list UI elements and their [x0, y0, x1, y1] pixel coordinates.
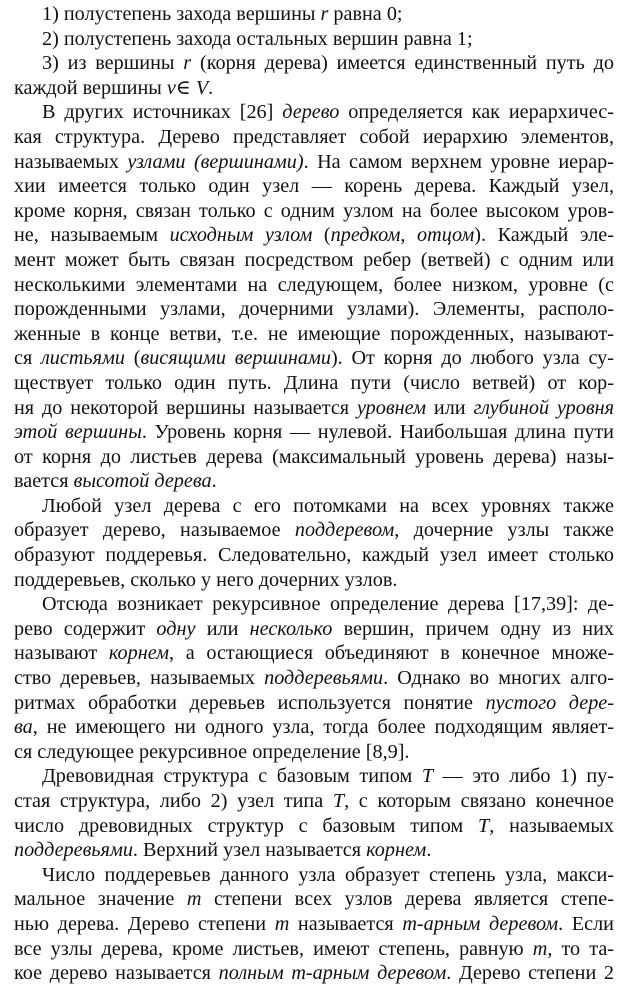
text-run: .: [211, 470, 217, 493]
text-run: Любой узел дерева с его потомками на всех уровнях также: [42, 494, 614, 517]
text-run: Древовидная структура с базовым типом: [42, 765, 422, 788]
text-run: поддеревьев, сколько у него дочерних узлов.: [14, 568, 398, 591]
text-line: [14, 297, 614, 322]
italic-term: корнем: [366, 839, 427, 862]
italic-term: узлами (вершинами): [127, 150, 304, 173]
italic-term: корнем: [108, 642, 170, 665]
italic-term: глубиной уровня: [473, 396, 614, 419]
text-line: [14, 248, 614, 273]
italic-term: T: [478, 814, 490, 837]
text-run: женные в конце ветви, т.е. не имеющие порожденных, называют-: [14, 322, 614, 345]
text-line: [14, 691, 614, 716]
text-run: равна 0;: [328, 3, 403, 25]
text-line: [14, 740, 614, 765]
text-run: . Дерево степени 2: [446, 962, 614, 985]
text-line: [14, 592, 614, 617]
text-run: Отсюда возникает рекурсивное определение дерева [17,39]: де-: [42, 593, 614, 616]
text-line: [14, 617, 614, 642]
text-run: 3) из вершины: [42, 52, 184, 75]
italic-term: этой вершины: [14, 421, 142, 444]
text-run: ществует только один путь. Длина пути (число ветвей) от кор-: [14, 371, 614, 394]
text-line: [14, 863, 614, 888]
text-run: кое дерево называется: [14, 962, 219, 985]
text-run: называемых: [14, 150, 128, 173]
text-run: ,: [400, 224, 418, 247]
italic-term: r: [183, 52, 192, 75]
text-line: [14, 789, 614, 814]
text-line: [14, 838, 614, 863]
text-run: . Если: [558, 912, 614, 935]
text-line: [14, 568, 614, 593]
italic-term: отцом: [417, 224, 475, 247]
text-run: образуют поддеревья. Следовательно, каждый узел имеет столько: [14, 544, 614, 567]
text-line: [14, 494, 614, 519]
text-run: ритмах обработки деревьев используется понятие: [14, 691, 486, 714]
text-run: . Однако во многих алго-: [383, 667, 614, 690]
text-run: . Верхний узел называется: [132, 839, 367, 862]
text-line: [14, 887, 614, 912]
text-line: [14, 715, 614, 740]
text-run: все узлы дерева, кроме листьев, имеют степень, равную: [14, 937, 533, 960]
text-run: , а остающиеся объединяют в конечное множе-: [169, 642, 614, 665]
text-line: [14, 543, 614, 568]
text-run: число древовидных структур с базовым типом: [14, 814, 478, 837]
text-run: , дочерние узлы также: [394, 519, 614, 542]
text-run: от корня до листьев дерева (максимальный уровень дерева) назы-: [14, 445, 614, 468]
text-run: , не имеющего ни одного узла, тогда более подходящим являет-: [32, 716, 614, 739]
text-run: ∈: [175, 76, 196, 99]
italic-term: высотой дерева: [73, 470, 212, 493]
text-run: ся следующее рекурсивное определение [8,9].: [14, 740, 410, 763]
italic-term: поддеревьями: [264, 667, 384, 690]
text-run: кроме корня, связан только с одним узлом на более высоком уров-: [14, 199, 614, 222]
italic-term: висящими вершинами: [140, 347, 331, 370]
text-run: образует дерево, называемое: [14, 519, 295, 542]
text-run: называется: [289, 912, 403, 935]
text-run: ство деревьев, называемых: [14, 667, 265, 690]
text-line: [14, 961, 614, 986]
text-run: .: [208, 76, 214, 99]
italic-term: поддеревом: [294, 519, 395, 542]
italic-term: пустого дере-: [485, 691, 614, 714]
text-line: [14, 937, 614, 962]
text-run: или: [195, 617, 250, 640]
italic-term: листьями: [41, 347, 125, 370]
text-line: [14, 2, 614, 27]
text-run: нью дерева. Дерево степени: [14, 912, 275, 935]
text-run: 2) полустепень захода остальных вершин равна 1;: [42, 27, 473, 50]
text-run: ). Каждый эле-: [474, 224, 614, 247]
text-run: — это либо 1) пу-: [433, 765, 614, 788]
italic-term: m: [186, 888, 202, 911]
text-run: кая структура. Дерево представляет собой иерархию элементов,: [14, 125, 614, 148]
text-line: [14, 100, 614, 125]
text-line: [14, 420, 614, 445]
text-line: [14, 666, 614, 691]
text-line: [14, 371, 614, 396]
text-run: , с которым связано конечное: [344, 790, 614, 812]
text-run: .: [426, 839, 432, 862]
text-line: [14, 27, 614, 52]
text-run: В других источниках [26]: [42, 101, 283, 124]
text-line: [14, 273, 614, 298]
text-line: [14, 51, 614, 76]
italic-term: уровнем: [356, 396, 426, 419]
text-run: вается: [14, 470, 74, 493]
text-run: определяется как иерархичес-: [339, 101, 614, 124]
text-run: (: [124, 347, 141, 370]
text-run: . Уровень корня — нулевой. Наибольшая длина пути: [141, 421, 614, 444]
text-run: ся: [14, 347, 41, 370]
italic-term: m: [532, 937, 548, 960]
text-run: мальное значение: [14, 888, 187, 911]
text-line: [14, 912, 614, 937]
text-line: [14, 445, 614, 470]
italic-term: поддеревьями: [14, 839, 133, 862]
italic-term: T: [421, 765, 434, 788]
text-line: [14, 150, 614, 175]
text-run: несколькими элементами на следующем, более низком, уровне (с: [14, 273, 614, 296]
italic-term: исходным узлом: [169, 224, 313, 247]
text-run: называют: [14, 642, 109, 665]
text-run: степени всех узлов дерева является степе-: [201, 888, 614, 911]
text-run: ). От корня до любого узла су-: [330, 347, 614, 370]
italic-term: дерево: [282, 101, 340, 124]
text-run: порожденными узлами, дочерними узлами). Элементы, располо-: [14, 298, 614, 321]
text-run: , то та-: [547, 937, 614, 960]
text-run: рево содержит: [14, 617, 157, 640]
italic-term: одну: [156, 617, 196, 640]
text-line: [14, 518, 614, 543]
text-run: вершин, причем одну из них: [332, 617, 614, 640]
italic-term: m-арным деревом: [402, 912, 559, 935]
italic-term: полным m-арным деревом: [218, 962, 447, 985]
text-run: , называемых: [489, 814, 614, 837]
text-run: Число поддеревьев данного узла образует степень узла, макси-: [42, 863, 614, 886]
italic-term: ва: [14, 716, 33, 739]
text-run: (: [312, 224, 331, 247]
text-line: [14, 199, 614, 224]
text-line: [14, 764, 614, 789]
text-line: [14, 76, 614, 101]
text-run: хии имеется только один узел — корень дерева. Каждый узел,: [14, 175, 614, 198]
text-run: ня до некоторой вершины называется: [14, 396, 357, 419]
text-line: [14, 125, 614, 150]
text-line: [14, 223, 614, 248]
text-run: 1) полустепень захода вершины: [42, 3, 321, 25]
text-run: стая структура, либо 2) узел типа: [14, 790, 333, 812]
text-run: . На самом верхнем уровне иерар-: [303, 150, 614, 173]
italic-term: предком: [330, 224, 401, 247]
italic-term: v: [166, 76, 176, 99]
italic-term: несколько: [249, 617, 333, 640]
text-run: не, называемым: [14, 224, 170, 247]
text-run: каждой вершины: [14, 76, 167, 99]
text-line: [14, 814, 614, 839]
italic-term: m: [274, 912, 290, 935]
italic-term: V: [195, 76, 209, 99]
text-line: [14, 396, 614, 421]
text-run: (корня дерева) имеется единственный путь до: [191, 52, 614, 75]
text-run: мент может быть связан посредством ребер (ветвей) с одним или: [14, 248, 614, 271]
italic-term: r: [320, 3, 329, 25]
text-line: [14, 641, 614, 666]
text-line: [14, 346, 614, 371]
text-line: [14, 174, 614, 199]
text-run: или: [425, 396, 474, 419]
italic-term: T: [332, 790, 345, 812]
text-line: [14, 322, 614, 347]
text-line: [14, 469, 614, 494]
